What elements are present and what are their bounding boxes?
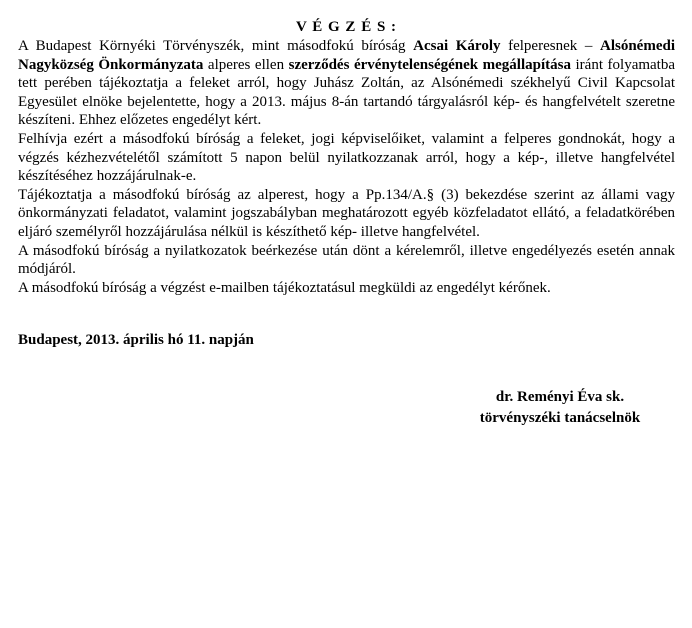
date-line: Budapest, 2013. április hó 11. napján [18,332,254,349]
paragraph-case-information [18,37,675,130]
signatory-role: törvényszéki tanácselnök [479,410,641,427]
court-order-page [0,18,692,628]
text-run: iránt folyamatba tett perében tájékoztatja a feleket arról, hogy Juhász Zoltán, az Alsónémedi székhelyű Civil Kapcsolat Egyesület elnöke bejelentette, hogy a 2013. május 8-án tartandó tárgyalásról kép- és hangfelvételt szeretne készíteni. Ehhez előzetes engedélyt kért. [18,56,676,129]
signatory-name: dr. Reményi Éva sk. [495,388,625,405]
defendant-name: Alsónémedi Nagyközség Önkormányzata [18,38,675,73]
plaintiff-name: Acsai Károly [413,38,501,54]
document-title: V É G Z É S : [295,19,398,35]
paragraph-email-notification: A másodfokú bíróság a végzést e-mailben tájékoztatásul megküldi az engedélyt kérőnek. [18,279,551,296]
paragraph-legal-reference: Tájékoztatja a másodfokú bíróság az alperest, hogy a Pp.134/A.§ (3) bekezdése szerint az állami vagy önkormányzati feladatot, valamint jogszabályban meghatározott egyéb közfeladatot ellátó, a feladatkörében eljáró személyről hozzájárulása nélkül is készíthető kép- illetve hangfelvétel. [18,186,675,240]
signature-block [445,387,675,430]
paragraph-decision-process: A másodfokú bíróság a nyilatkozatok beérkezése után dönt a kérelemről, illetve engedélyezés esetén annak módjáról. [18,242,675,278]
paragraph-declaration-request: Felhívja ezért a másodfokú bíróság a feleket, jogi képviselőiket, valamint a felperes gondnokát, hogy a végzés kézhezvételétől számított 5 napon belül nyilatkozzanak arról, hogy a kép-, illetve hangfelvétel készítéséhez hozzájárulnak-e. [18,130,675,185]
text-run: alperes ellen [203,56,289,73]
text-run: A Budapest Környéki Törvényszék, mint másodfokú bíróság [18,38,414,54]
text-run: felperesnek – [500,38,600,54]
case-subject: szerződés érvénytelenségének megállapítása [288,56,571,73]
